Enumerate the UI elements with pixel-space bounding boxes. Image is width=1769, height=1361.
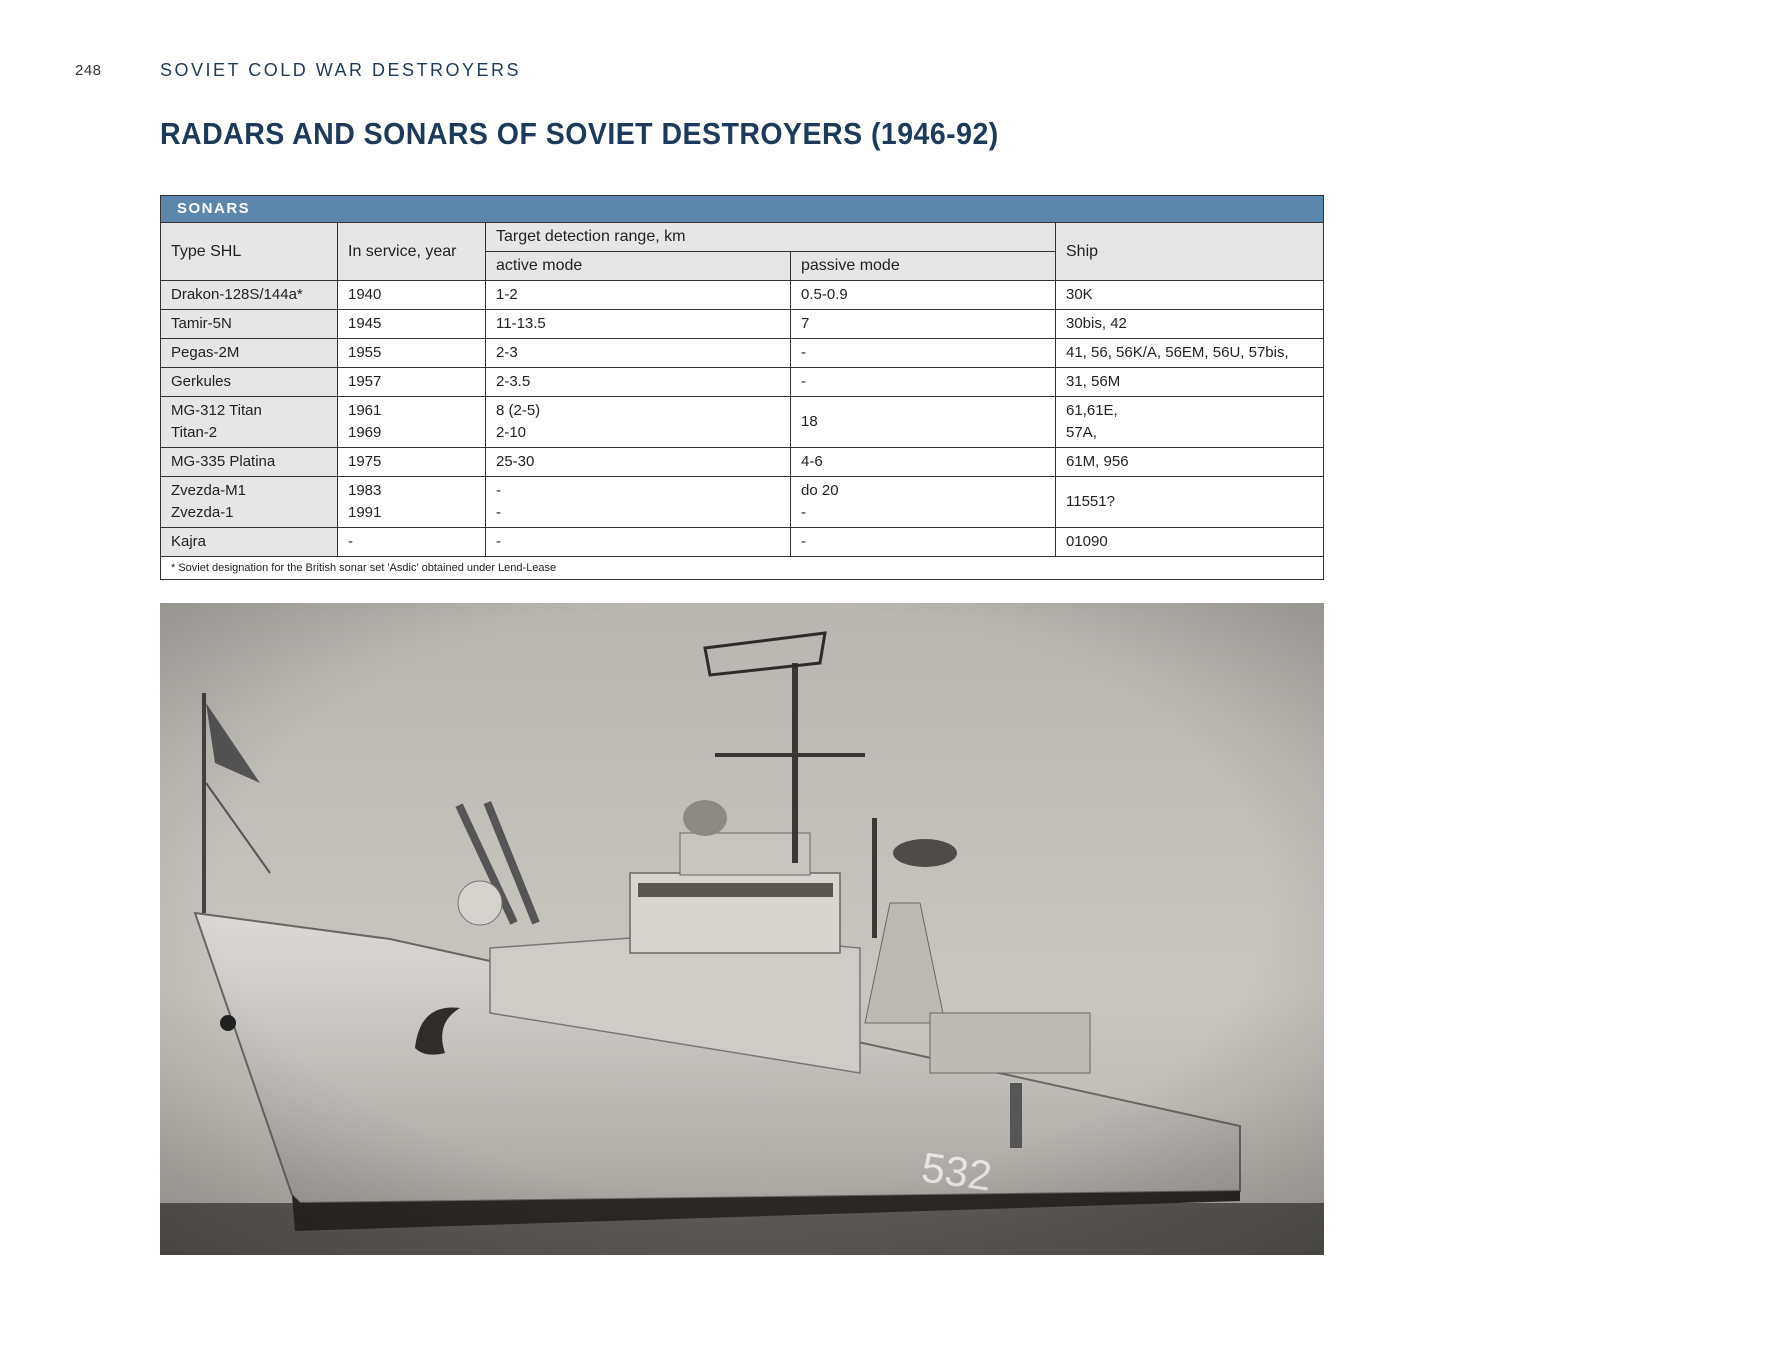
cell-active bbox=[486, 477, 791, 528]
cell-line: 2-3 bbox=[496, 344, 518, 361]
table-banner: SONARS bbox=[161, 196, 1324, 223]
cell-line: 7 bbox=[801, 315, 810, 332]
cell-line: 31, 56M bbox=[1066, 373, 1121, 390]
destroyer-photo-illustration bbox=[160, 603, 1324, 1255]
running-head: SOVIET COLD WAR DESTROYERS bbox=[160, 60, 522, 80]
cell-line: Drakon-128S/144a* bbox=[171, 286, 303, 303]
table-row bbox=[161, 368, 1324, 397]
cell-passive bbox=[791, 339, 1056, 368]
cell-passive bbox=[791, 397, 1056, 448]
cell-type bbox=[161, 281, 338, 310]
cell-line: Zvezda-1 bbox=[171, 504, 234, 521]
cell-line: 1983 bbox=[348, 482, 382, 499]
cell-line: 57A, bbox=[1066, 424, 1097, 441]
table-banner-row bbox=[161, 196, 1324, 223]
cell-line: do 20 bbox=[801, 482, 839, 499]
table-row bbox=[161, 477, 1324, 528]
cell-line: 41, 56, 56K/A, 56EM, 56U, 57bis, bbox=[1066, 344, 1289, 361]
cell-line: 1957 bbox=[348, 373, 382, 390]
table-body bbox=[161, 281, 1324, 557]
cell-line: 8 (2-5) bbox=[496, 402, 541, 419]
cell-ship bbox=[1056, 310, 1324, 339]
cell-line: Zvezda-M1 bbox=[171, 482, 247, 499]
table-row bbox=[161, 528, 1324, 557]
cell-ship bbox=[1056, 368, 1324, 397]
cell-ship bbox=[1056, 397, 1324, 448]
cell-year bbox=[338, 397, 486, 448]
cell-line: 2-3.5 bbox=[496, 373, 531, 390]
destroyer-photo bbox=[160, 603, 1324, 1255]
cell-line: 1969 bbox=[348, 424, 382, 441]
cell-line: MG-335 Platina bbox=[171, 453, 276, 470]
cell-passive bbox=[791, 528, 1056, 557]
cell-line: 1961 bbox=[348, 402, 382, 419]
cell-line: Kajra bbox=[171, 533, 207, 550]
cell-ship bbox=[1056, 281, 1324, 310]
header-ship: Ship bbox=[1056, 223, 1324, 281]
cell-type bbox=[161, 310, 338, 339]
cell-ship bbox=[1056, 448, 1324, 477]
cell-year bbox=[338, 310, 486, 339]
sonar-table bbox=[160, 195, 1324, 580]
page-title: RADARS AND SONARS OF SOVIET DESTROYERS (1946-92) bbox=[160, 116, 999, 151]
table-row bbox=[161, 397, 1324, 448]
header-type: Type SHL bbox=[161, 223, 338, 281]
cell-passive bbox=[791, 477, 1056, 528]
cell-type bbox=[161, 397, 338, 448]
cell-active bbox=[486, 281, 791, 310]
cell-passive bbox=[791, 368, 1056, 397]
table-row bbox=[161, 339, 1324, 368]
footnote-row bbox=[161, 557, 1324, 580]
cell-line: 11551? bbox=[1066, 493, 1115, 510]
cell-line: - bbox=[496, 533, 501, 550]
cell-line: - bbox=[801, 533, 806, 550]
cell-line: Titan-2 bbox=[171, 424, 218, 441]
cell-year bbox=[338, 448, 486, 477]
cell-line: 2-10 bbox=[496, 424, 527, 441]
cell-year bbox=[338, 281, 486, 310]
cell-passive bbox=[791, 448, 1056, 477]
cell-line: - bbox=[801, 373, 806, 390]
table-row bbox=[161, 281, 1324, 310]
cell-line: Gerkules bbox=[171, 373, 232, 390]
cell-line: - bbox=[348, 533, 353, 550]
cell-ship bbox=[1056, 477, 1324, 528]
cell-line: 1-2 bbox=[496, 286, 518, 303]
table-header-row bbox=[161, 223, 1324, 252]
cell-line: 11-13.5 bbox=[496, 315, 546, 332]
cell-line: 30K bbox=[1066, 286, 1093, 303]
cell-line: Tamir-5N bbox=[171, 315, 232, 332]
cell-type bbox=[161, 448, 338, 477]
cell-line: 1955 bbox=[348, 344, 382, 361]
page-number: 248 bbox=[75, 62, 102, 79]
cell-line: 1945 bbox=[348, 315, 382, 332]
cell-year bbox=[338, 339, 486, 368]
cell-line: - bbox=[801, 504, 806, 521]
cell-line: 30bis, 42 bbox=[1066, 315, 1127, 332]
cell-line: Pegas-2M bbox=[171, 344, 240, 361]
cell-type bbox=[161, 368, 338, 397]
cell-line: 25-30 bbox=[496, 453, 535, 470]
cell-active bbox=[486, 310, 791, 339]
cell-line: - bbox=[496, 504, 501, 521]
cell-line: - bbox=[801, 344, 806, 361]
cell-line: 1940 bbox=[348, 286, 382, 303]
cell-line: 4-6 bbox=[801, 453, 823, 470]
cell-type bbox=[161, 528, 338, 557]
cell-passive bbox=[791, 310, 1056, 339]
cell-type bbox=[161, 477, 338, 528]
cell-year bbox=[338, 528, 486, 557]
cell-line: - bbox=[496, 482, 501, 499]
header-range-group: Target detection range, km bbox=[486, 223, 1056, 252]
header-passive-mode: passive mode bbox=[791, 252, 1056, 281]
cell-active bbox=[486, 528, 791, 557]
cell-line: MG-312 Titan bbox=[171, 402, 262, 419]
table-row bbox=[161, 448, 1324, 477]
cell-line: 1975 bbox=[348, 453, 382, 470]
header-active-mode: active mode bbox=[486, 252, 791, 281]
cell-ship bbox=[1056, 339, 1324, 368]
cell-year bbox=[338, 477, 486, 528]
cell-type bbox=[161, 339, 338, 368]
table-footnote: * Soviet designation for the British sonar set 'Asdic' obtained under Lend-Lease bbox=[161, 557, 1324, 580]
cell-line: 1991 bbox=[348, 504, 382, 521]
cell-line: 61,61E, bbox=[1066, 402, 1118, 419]
cell-ship bbox=[1056, 528, 1324, 557]
cell-line: 01090 bbox=[1066, 533, 1108, 550]
cell-active bbox=[486, 368, 791, 397]
cell-passive bbox=[791, 281, 1056, 310]
cell-line: 18 bbox=[801, 413, 818, 430]
cell-line: 0.5-0.9 bbox=[801, 286, 848, 303]
cell-active bbox=[486, 397, 791, 448]
cell-line: 61M, 956 bbox=[1066, 453, 1129, 470]
header-in-service: In service, year bbox=[338, 223, 486, 281]
cell-active bbox=[486, 339, 791, 368]
cell-year bbox=[338, 368, 486, 397]
cell-active bbox=[486, 448, 791, 477]
table-row bbox=[161, 310, 1324, 339]
photo-vignette bbox=[160, 603, 1324, 1255]
